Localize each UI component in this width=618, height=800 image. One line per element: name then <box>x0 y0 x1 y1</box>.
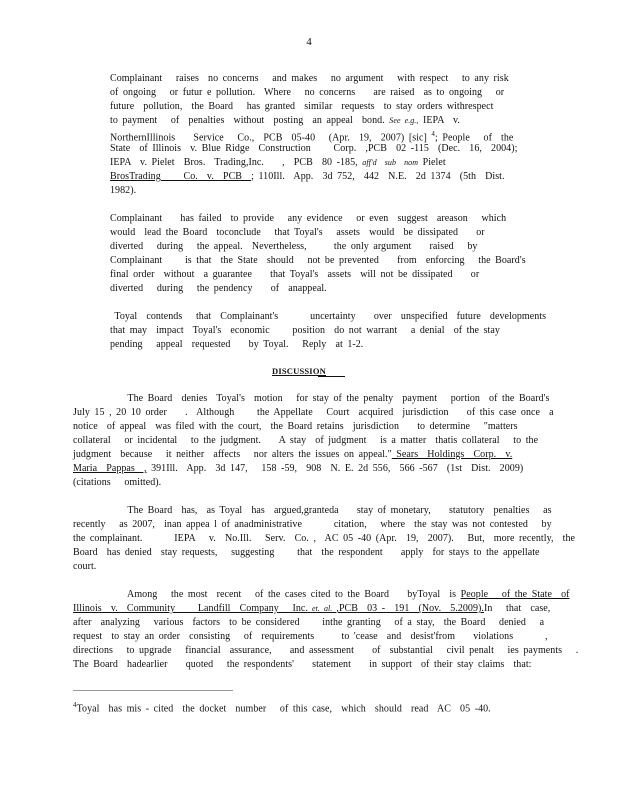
text-line: The Board hadearlier quoted the respondents' statement in support of their stay claims that: <box>73 659 532 670</box>
text-line <box>110 170 510 183</box>
text-line: Complainant has failed to provide any evidence or even suggest areason which <box>110 213 507 224</box>
text-run: In that case, <box>483 603 551 614</box>
text-line: The Board has, as Toyal has argued,granteda stay of monetary, statutory penalties as <box>73 505 552 516</box>
heading-underline <box>318 376 345 377</box>
text-line: (citations omitted). <box>73 477 162 488</box>
footnote-marker: 4 <box>73 701 77 709</box>
text-line: Board has denied stay requests, suggesting that the respondent apply for stays to the appellate <box>73 547 540 558</box>
case-name: People of the State of <box>460 589 570 600</box>
page-number: 4 <box>306 36 312 48</box>
text-line: final order without a guarantee that Toyal's assets will not be dissipated or <box>110 269 480 280</box>
text-line: directions to upgrade financial assurance, and assessment of substantial civil penalt ies payments . <box>73 645 579 656</box>
text-run: NorthernIllinois Service Co., PCB 05-40 (Apr. 19, 2007) [sic] <box>110 132 432 144</box>
text-line <box>110 114 510 127</box>
text-run: Among the most recent of the cases cited to the Board byToyal is <box>73 589 461 600</box>
footnote <box>73 699 543 715</box>
footnote-ref: 4 <box>431 130 435 138</box>
case-name-italic: et. al. <box>307 604 337 613</box>
text-line: pending appeal requested by Toyal. Reply at 1-2. <box>110 339 364 350</box>
text-line: court. <box>73 561 97 572</box>
text-line <box>73 602 551 615</box>
text-run: 391Ill. App. 3d 147, 158 -59, 908 N. E. 2d 556, 566 -567 (1st Dist. 2009) <box>146 463 524 474</box>
text-line <box>73 588 570 601</box>
text-line: Toyal contends that Complainant's uncertainty over unspecified future developments <box>110 311 547 322</box>
text-run: ; 110Ill. App. 3d 752, 442 N.E. 2d 1374 (5th Dist. <box>251 171 505 182</box>
section-heading: DISCUSSION <box>272 366 326 376</box>
text-line: 1982). <box>110 185 137 196</box>
text-line: diverted during the appeal. Nevertheless, the only argument raised by <box>110 241 478 252</box>
case-name: Illinois v. Community Landfill Company Inc. <box>73 603 308 614</box>
text-line: The Board denies Toyal's motion for stay of the penalty payment portion of the Board's <box>73 393 550 404</box>
text-line: recently as 2007, inan appea l of anadministrative citation, where the stay was not contested by <box>73 519 552 530</box>
citation: ,PCB 03 - 191 (Nov. 5.2009). <box>336 603 484 614</box>
text-line: collateral or incidental to the judgment. A stay of judgment is a matter thatis collateral to the <box>73 435 539 446</box>
text-line: notice of appeal was filed with the court, the Board retains jurisdiction to determine "matters <box>73 421 518 432</box>
text-run: IEPA v. <box>418 115 460 126</box>
text-line <box>110 156 510 169</box>
text-line: State of Illinois v. Blue Ridge Construction Corp. ,PCB 02 -115 (Dec. 16, 2004); <box>110 143 518 154</box>
text-run: Pielet <box>418 157 446 168</box>
text-line: after analyzing various factors to be considered inthe granting of a stay, the Board denied a <box>73 617 545 628</box>
text-run: IEPA v. Pielet Bros. Trading,Inc. , PCB 80 -185, <box>110 157 358 168</box>
signal-citation: See e.g., <box>389 116 419 125</box>
text-line <box>73 448 543 461</box>
text-run: to payment of penalties without posting an appeal bond. <box>110 115 385 126</box>
footnote-text: Toyal has mis - cited the docket number of this case, which should read AC 05 -40. <box>76 703 491 715</box>
text-line: Complainant is that the State should not be prevented from enforcing the Board's <box>110 255 526 266</box>
citation-signal: aff'd sub nom <box>362 158 419 167</box>
text-line: the complainant. IEPA v. No.Ill. Serv. Co. , AC 05 -40 (Apr. 19, 2007). But, more recently, the <box>73 533 576 544</box>
case-name: Maria Pappas , <box>73 463 147 474</box>
text-line: would lead the Board toconclude that Toyal's assets would be dissipated or <box>110 227 485 238</box>
footnote-divider <box>73 690 233 691</box>
text-line <box>73 462 543 475</box>
case-name: Sears Holdings Corp. v. <box>391 449 513 460</box>
text-line: that may impact Toyal's economic position do not warrant a denial of the stay <box>110 325 500 336</box>
text-line: July 15 , 20 10 order . Although the Appellate Court acquired jurisdiction of this case once a <box>73 407 554 418</box>
text-line: of ongoing or futur e pollution. Where no concerns are raised as to ongoing or <box>110 87 505 98</box>
text-line: diverted during the pendency of anappeal. <box>110 283 327 294</box>
case-name: BrosTrading Co. v. PCB <box>110 171 252 182</box>
text-line: request to stay an order consisting of requirements to 'cease and desist'from violations , <box>73 631 548 642</box>
text-line: future pollution, the Board has granted similar requests to stay orders withrespect <box>110 101 494 112</box>
text-run: ; People of the <box>434 132 514 144</box>
text-line: Complainant raises no concerns and makes no argument with respect to any risk <box>110 73 509 84</box>
text-run: judgment because it neither affects nor alters the issues on appeal." <box>73 449 392 460</box>
